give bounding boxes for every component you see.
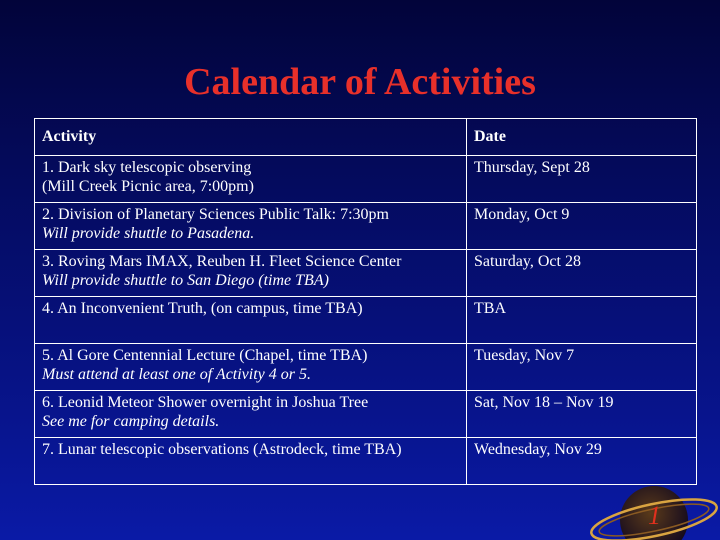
activity-note: See me for camping details. xyxy=(42,413,220,430)
activity-title: 1. Dark sky telescopic observing xyxy=(42,159,252,176)
date-cell: TBA xyxy=(467,297,697,344)
date-cell: Tuesday, Nov 7 xyxy=(467,344,697,391)
activity-cell xyxy=(35,344,467,391)
saturn-logo-icon xyxy=(582,456,720,540)
activity-cell xyxy=(35,391,467,438)
table-row xyxy=(35,391,697,438)
table-row xyxy=(35,203,697,250)
activity-title: 3. Roving Mars IMAX, Reuben H. Fleet Science Center xyxy=(42,253,402,270)
date-cell: Sat, Nov 18 – Nov 19 xyxy=(467,391,697,438)
activity-title: 2. Division of Planetary Sciences Public Talk: 7:30pm xyxy=(42,206,389,223)
activity-cell xyxy=(35,156,467,203)
header-activity: Activity xyxy=(35,119,467,156)
activity-cell xyxy=(35,250,467,297)
activities-table xyxy=(34,118,697,485)
activity-note: Will provide shuttle to San Diego (time TBA) xyxy=(42,272,329,289)
date-cell: Saturday, Oct 28 xyxy=(467,250,697,297)
table-row xyxy=(35,156,697,203)
activity-note: Must attend at least one of Activity 4 or 5. xyxy=(42,366,311,383)
date-cell: Thursday, Sept 28 xyxy=(467,156,697,203)
activity-note: Will provide shuttle to Pasadena. xyxy=(42,225,255,242)
slide-title: Calendar of Activities xyxy=(184,61,536,103)
table-row xyxy=(35,297,697,344)
activity-cell xyxy=(35,203,467,250)
activity-title: 6. Leonid Meteor Shower overnight in Joshua Tree xyxy=(42,394,369,411)
activity-title: 4. An Inconvenient Truth, (on campus, time TBA) xyxy=(42,300,363,317)
header-date: Date xyxy=(467,119,697,156)
date-cell: Wednesday, Nov 29 xyxy=(467,438,697,485)
activity-note: (Mill Creek Picnic area, 7:00pm) xyxy=(42,178,254,195)
activity-cell xyxy=(35,438,467,485)
activity-cell xyxy=(35,297,467,344)
logo-numeral: 1 xyxy=(648,501,661,530)
activity-title: 7. Lunar telescopic observations (Astrodeck, time TBA) xyxy=(42,441,402,458)
table-header-row xyxy=(35,119,697,156)
activity-title: 5. Al Gore Centennial Lecture (Chapel, time TBA) xyxy=(42,347,368,364)
date-cell: Monday, Oct 9 xyxy=(467,203,697,250)
table-row xyxy=(35,344,697,391)
table-row xyxy=(35,250,697,297)
